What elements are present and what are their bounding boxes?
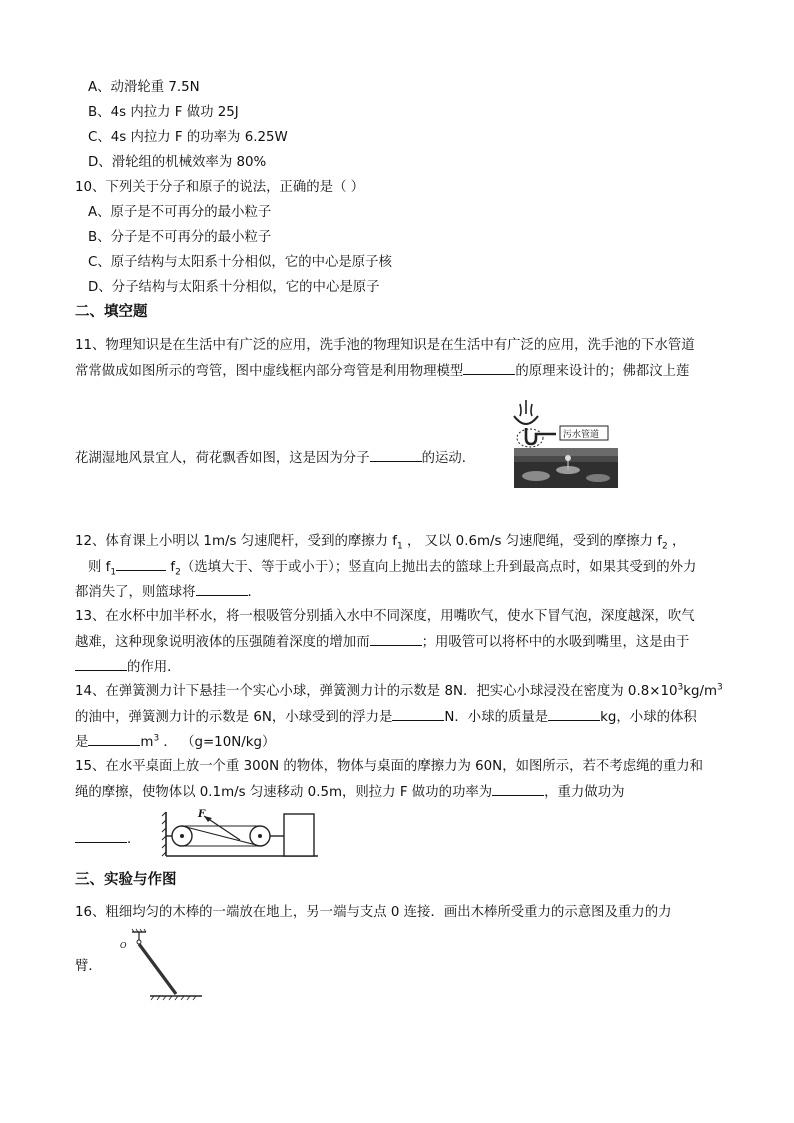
q12-line3: 都消失了，则篮球将 ． (75, 585, 261, 600)
q11-blank-2[interactable] (370, 449, 422, 462)
q13-line3: 的作用． (75, 658, 181, 677)
q15-pulley-figure (160, 806, 320, 862)
q9-option-c: C、4s 内拉力 F 的功率为 6.25W (88, 130, 288, 145)
q11-figure-label: 污水管道 (563, 430, 600, 440)
q12-blank-1[interactable] (116, 558, 166, 571)
q16-line2: 臂． (75, 959, 102, 974)
q12-blank-2[interactable] (196, 583, 248, 596)
section-fill-in-title: 二、填空题 (75, 304, 148, 320)
q16-pivot-label: O (120, 941, 127, 950)
q11-blank-1[interactable] (463, 362, 515, 375)
q16-rod-figure (110, 928, 210, 1004)
q11-line2: 常常做成如图所示的弯管，图中虚线框内部分弯管是利用物理模型 的原理来设计的；佛都汶上莲 (75, 364, 690, 379)
q11-line3: 花湖湿地风景宜人，荷花飘香如图，这是因为分子 的运动． (75, 451, 476, 466)
q10-stem: 10、下列关于分子和原子的说法，正确的是（ ） (75, 180, 365, 195)
q11-sink-lotus-figure (506, 398, 626, 490)
q10-option-b: B、分子是不可再分的最小粒子 (88, 230, 272, 245)
q16-line1: 16、粗细均匀的木棒的一端放在地上，另一端与支点 0 连接．画出木棒所受重力的示意图及重力的力 (75, 905, 672, 920)
q14-line3: 是 $m^3$ ． （g=10N/kg） (75, 733, 276, 750)
q10-option-c: C、原子结构与太阳系十分相似，它的中心是原子核 (88, 255, 392, 270)
q9-option-d: D、滑轮组的机械效率为 80% (88, 155, 267, 170)
q15-line2: 绳的摩擦，使物体以 0.1m/s 匀速移动 0.5m，则拉力 F 做功的功率为 ，重力做功为 (75, 785, 625, 800)
q14-blank-1[interactable] (392, 708, 444, 721)
q14-line1: 14、在弹簧测力计下悬挂一个实心小球，弹簧测力计的示数是 8N．把实心小球浸没在密度为 $0.8\times 10^3kg/m^3$ (75, 682, 723, 699)
q15-line3: ． (75, 830, 140, 849)
q15-blank-1[interactable] (492, 783, 544, 796)
q9-option-a: A、动滑轮重 7.5N (88, 80, 200, 95)
q10-option-a: A、原子是不可再分的最小粒子 (88, 205, 272, 220)
q14-blank-2[interactable] (548, 708, 600, 721)
q13-blank-2[interactable] (75, 658, 127, 671)
q11-line1: 11、物理知识是在生活中有广泛的应用，洗手池的物理知识是在生活中有广泛的应用，洗手池的下水管道 (75, 338, 695, 353)
section-experiment-title: 三、实验与作图 (75, 872, 177, 888)
q13-line2: 越难，这种现象说明液体的压强随着深度的增加而 ；用吸管可以将杯中的水吸到嘴里，这是由于 (75, 635, 690, 650)
q15-force-label: F (198, 809, 206, 820)
q13-blank-1[interactable] (370, 633, 422, 646)
q13-line1: 13、在水杯中加半杯水，将一根吸管分别插入水中不同深度，用嘴吹气，使水下冒气泡，深度越深，吹气 (75, 609, 695, 624)
q14-blank-3[interactable] (88, 733, 140, 746)
q9-option-b: B、4s 内拉力 F 做功 25J (88, 105, 239, 120)
q12-line2: 则 $f_1$ $f_2$（选填大于、等于或小于）；竖直向上抛出去的篮球上升到最高点时，如果其受到的外力 (88, 560, 697, 578)
q15-blank-2[interactable] (75, 830, 127, 843)
q12-line1: 12、体育课上小明以 1m/s 匀速爬杆，受到的摩擦力 $f_1$ ， 又以 0.6m/s 匀速爬绳，受到的摩擦力 $f_2$ ， (75, 534, 686, 552)
q10-option-d: D、分子结构与太阳系十分相似，它的中心是原子 (88, 280, 380, 295)
q15-line1: 15、在水平桌面上放一个重 300N 的物体，物体与桌面的摩擦力为 60N，如图所示，若不考虑绳的重力和 (75, 759, 704, 774)
q14-line2: 的油中，弹簧测力计的示数是 6N，小球受到的浮力是 N．小球的质量是 kg，小球的体积 (75, 710, 697, 725)
